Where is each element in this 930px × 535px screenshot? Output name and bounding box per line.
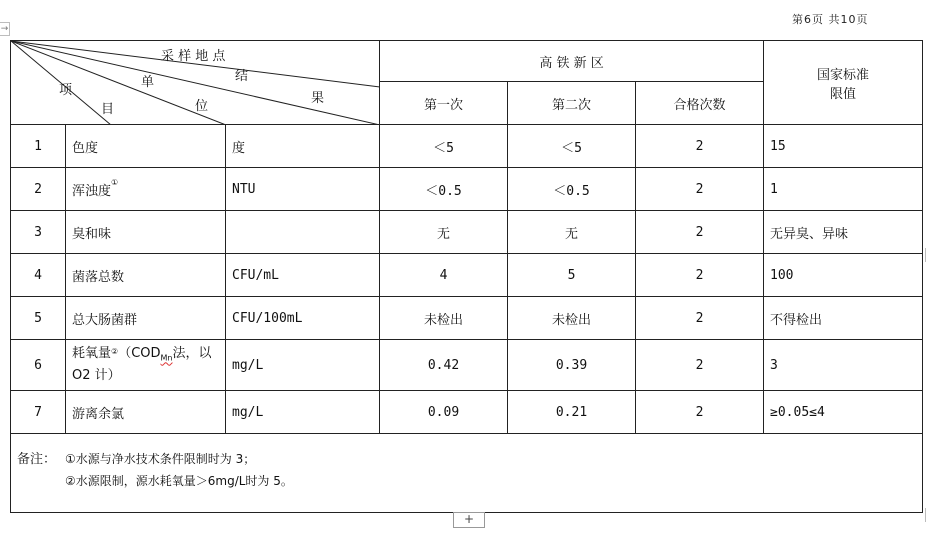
- pass-count: 2: [636, 125, 764, 168]
- first-value: 无: [380, 211, 508, 254]
- item-text: 菌落总数: [72, 269, 125, 285]
- item-subscript: Mn: [160, 353, 173, 363]
- notes-cell: [11, 434, 923, 513]
- second-test-header: 第二次: [508, 82, 636, 125]
- region-header: 高 铁 新 区: [380, 41, 764, 82]
- table-row: [11, 211, 923, 254]
- unit-cell: mg/L: [226, 391, 380, 434]
- note-line-2: ②水源限制，源水耗氧量＞6mg/L时为 5。: [65, 474, 293, 488]
- first-value: 未检出: [380, 297, 508, 340]
- sampling-site-label: 采 样 地 点: [161, 49, 226, 64]
- first-value: 4: [380, 254, 508, 297]
- item-text: 游离余氯: [72, 406, 125, 422]
- scroll-marker: [925, 248, 930, 262]
- item-text: 浑浊度: [72, 183, 112, 199]
- item-text: 色度: [72, 140, 99, 156]
- unit-cell: 度: [226, 125, 380, 168]
- unit-cell: mg/L: [226, 340, 380, 391]
- item-text: 总大肠菌群: [72, 312, 138, 328]
- unit-label-2: 位: [195, 99, 209, 114]
- second-value: 5: [508, 254, 636, 297]
- left-edge-arrow-icon: →: [0, 24, 9, 34]
- row-number: 1: [11, 125, 66, 168]
- item-label-2: 目: [101, 102, 115, 117]
- table-row: [11, 297, 923, 340]
- limit-value: ≥0.05≤4: [764, 391, 923, 434]
- unit-cell: CFU/mL: [226, 254, 380, 297]
- limit-value: 1: [764, 168, 923, 211]
- limit-value: 3: [764, 340, 923, 391]
- item-label-1: 项: [59, 83, 73, 98]
- second-value: 0.21: [508, 391, 636, 434]
- unit-label-1: 单: [141, 75, 155, 90]
- item-name: [66, 391, 226, 434]
- item-text-cont: （COD: [118, 345, 161, 361]
- diagonal-header-cell: [11, 41, 380, 125]
- unit-cell: [226, 211, 380, 254]
- second-value: 无: [508, 211, 636, 254]
- footnote-mark: ②: [111, 346, 119, 356]
- limit-label: 限值: [830, 86, 857, 102]
- table-row: [11, 340, 923, 391]
- second-value: 0.39: [508, 340, 636, 391]
- table-row: [11, 391, 923, 434]
- unit-cell: NTU: [226, 168, 380, 211]
- first-test-header: 第一次: [380, 82, 508, 125]
- scroll-marker-bottom: [925, 508, 930, 522]
- pass-count: 2: [636, 211, 764, 254]
- row-number: 5: [11, 297, 66, 340]
- item-name: [66, 297, 226, 340]
- national-standard-header: [764, 41, 923, 125]
- item-name: [66, 168, 226, 211]
- pass-count: 2: [636, 297, 764, 340]
- pass-count: 2: [636, 168, 764, 211]
- add-row-button[interactable]: +: [453, 512, 485, 528]
- pass-count: 2: [636, 391, 764, 434]
- first-value: 0.09: [380, 391, 508, 434]
- item-name: [66, 340, 226, 391]
- first-value: ＜5: [380, 125, 508, 168]
- item-text: 臭和味: [72, 226, 112, 242]
- row-number: 6: [11, 340, 66, 391]
- item-text: 耗氧量: [72, 345, 112, 361]
- item-text-cont: 法，以O2 计）: [72, 345, 212, 384]
- footnote-mark: ①: [111, 177, 119, 187]
- page-indicator: 第6页 共10页: [792, 13, 869, 26]
- limit-value: 不得检出: [764, 297, 923, 340]
- row-number: 2: [11, 168, 66, 211]
- table-row: [11, 125, 923, 168]
- national-standard-label: 国家标准: [817, 67, 870, 83]
- pass-count-header: 合格次数: [636, 82, 764, 125]
- item-name: [66, 254, 226, 297]
- second-value: 未检出: [508, 297, 636, 340]
- table-row: [11, 254, 923, 297]
- row-number: 3: [11, 211, 66, 254]
- limit-value: 无异臭、异味: [764, 211, 923, 254]
- result-label-1: 结: [235, 69, 249, 84]
- row-number: 4: [11, 254, 66, 297]
- water-quality-table: [10, 40, 923, 513]
- item-name: [66, 211, 226, 254]
- notes-label: 备注：: [17, 452, 57, 467]
- row-number: 7: [11, 391, 66, 434]
- second-value: ＜5: [508, 125, 636, 168]
- first-value: ＜0.5: [380, 168, 508, 211]
- limit-value: 15: [764, 125, 923, 168]
- table-row: [11, 168, 923, 211]
- pass-count: 2: [636, 340, 764, 391]
- pass-count: 2: [636, 254, 764, 297]
- second-value: ＜0.5: [508, 168, 636, 211]
- first-value: 0.42: [380, 340, 508, 391]
- item-name: [66, 125, 226, 168]
- limit-value: 100: [764, 254, 923, 297]
- unit-cell: CFU/100mL: [226, 297, 380, 340]
- result-label-2: 果: [311, 91, 325, 106]
- note-line-1: ①水源与净水技术条件限制时为 3；: [65, 452, 256, 466]
